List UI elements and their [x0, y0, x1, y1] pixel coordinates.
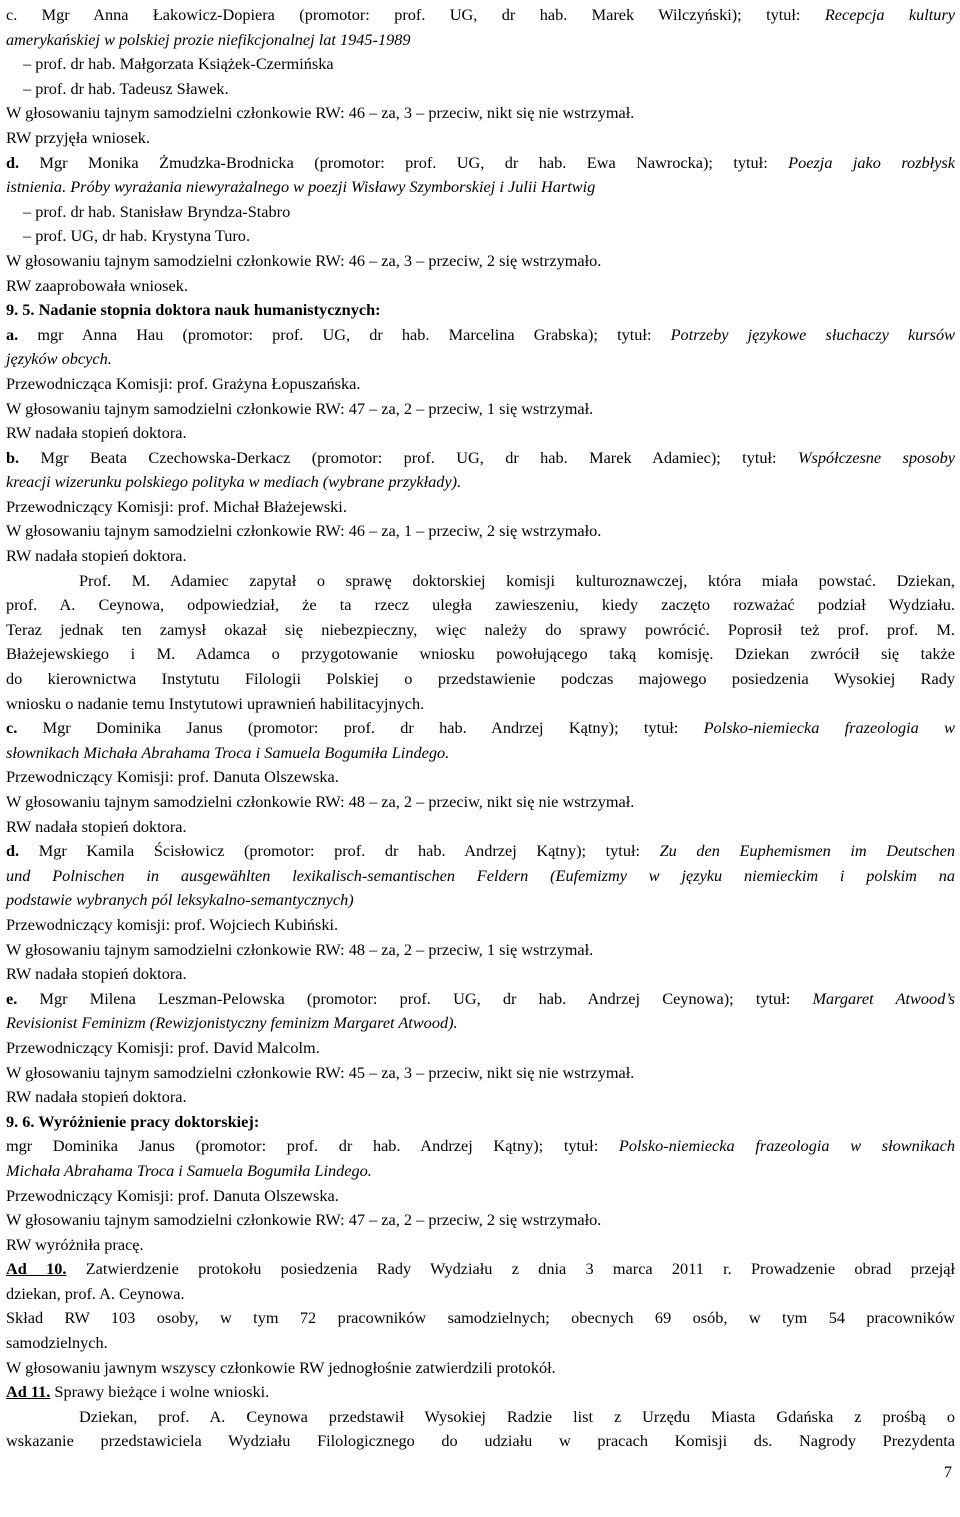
text-run: W głosowaniu tajnym samodzielni członkowie RW: 46 – za, 3 – przeciw, 2 się wstrzymało. [6, 250, 602, 270]
text-run: RW nadała stopień doktora. [6, 816, 187, 836]
text-run: RW przyjęła wniosek. [6, 127, 150, 147]
text-line [6, 1036, 955, 1061]
text-run: W głosowaniu tajnym samodzielni członkowie RW: 47 – za, 2 – przeciw, 1 się wstrzymał. [6, 398, 594, 418]
text-line [6, 347, 955, 372]
text-run: – prof. dr hab. Stanisław Bryndza-Stabro [23, 201, 291, 221]
text-run: dziekan, prof. A. Ceynowa. [6, 1283, 185, 1303]
text-run: 9. 5. Nadanie stopnia doktora nauk humanistycznych: [6, 300, 381, 320]
text-run: Błażejewskiego i M. Adamca o przygotowanie wniosku powołującego taką komisję. Dziekan zwrócił się także [6, 644, 955, 664]
text-line [6, 765, 955, 790]
text-run: Dziekan, prof. A. Ceynowa przedstawił Wysokiej Radzie list z Urzędu Miasta Gdańska z prośbą o [79, 1406, 955, 1426]
text-line [6, 1429, 955, 1454]
text-run: mgr Dominika Janus (promotor: prof. dr hab. Andrzej Kątny); tytuł: [6, 1136, 619, 1156]
text-line [6, 175, 955, 200]
text-run: Ad 10. [6, 1259, 67, 1279]
text-line [6, 938, 955, 963]
text-run: Przewodnicząca Komisji: prof. Grażyna Łopuszańska. [6, 373, 361, 393]
text-run: RW nadała stopień doktora. [6, 546, 187, 566]
text-run: W głosowaniu tajnym samodzielni członkowie RW: 48 – za, 2 – przeciw, 1 się wstrzymał. [6, 939, 594, 959]
text-line [6, 864, 955, 889]
text-run: podstawie wybranych pól leksykalno-semantycznych) [6, 890, 354, 910]
text-line [6, 274, 955, 299]
text-line [6, 1110, 955, 1135]
text-line [6, 839, 955, 864]
text-run: Mgr Kamila Ścisłowicz (promotor: prof. dr hab. Andrzej Kątny); tytuł: [19, 841, 660, 861]
text-line [6, 126, 955, 151]
text-line [6, 1282, 955, 1307]
text-run: a. [6, 324, 19, 344]
text-run: – prof. dr hab. Tadeusz Sławek. [23, 78, 229, 98]
text-line [6, 1134, 955, 1159]
text-line [6, 667, 955, 692]
text-run: istnienia. Próby wyrażania niewyrażalnego w poezji Wisławy Szymborskiej i Julii Hartwig [6, 177, 596, 197]
text-line [6, 962, 955, 987]
text-run: kreacji wizerunku polskiego polityka w mediach (wybrane przykłady). [6, 472, 462, 492]
text-line [6, 1306, 955, 1331]
text-line [6, 28, 955, 53]
text-run: słownikach Michała Abrahama Troca i Samuela Bogumiła Lindego. [6, 742, 450, 762]
text-run: W głosowaniu tajnym samodzielni członkowie RW: 47 – za, 2 – przeciw, 2 się wstrzymało. [6, 1210, 602, 1230]
text-run: b. [6, 447, 20, 467]
text-line [6, 888, 955, 913]
text-line [6, 1380, 955, 1405]
text-run: Poezja jako rozbłysk [788, 152, 955, 172]
text-run: W głosowaniu jawnym wszyscy członkowie RW jednogłośnie zatwierdzili protokół. [6, 1357, 556, 1377]
text-run: c. Mgr Anna Łakowicz-Dopiera (promotor: prof. UG, dr hab. Marek Wilczyński); tytuł: [6, 5, 825, 24]
text-line [6, 1331, 955, 1356]
text-line [6, 1233, 955, 1258]
text-run: Recepcja kultury [824, 5, 956, 24]
text-line [6, 716, 955, 741]
text-line [6, 618, 955, 643]
text-run: Revisionist Feminizm (Rewizjonistyczny feminizm Margaret Atwood). [6, 1013, 458, 1033]
text-run: RW nadała stopień doktora. [6, 1087, 187, 1107]
text-line [6, 372, 955, 397]
text-run: Zatwierdzenie protokołu posiedzenia Rady Wydziału z dnia 3 marca 2011 r. Prowadzenie obrad przejął [66, 1259, 955, 1279]
text-run: wskazanie przedstawiciela Wydziału Filologicznego do udziału w pracach Komisji ds. Nagrody Prezydenta [6, 1431, 955, 1451]
text-run: Ad 11. [6, 1382, 51, 1402]
text-run: Prof. M. Adamiec zapytał o sprawę doktorskiej komisji kulturoznawczej, która miała powstać. Dziekan, [79, 570, 955, 590]
text-line [6, 1208, 955, 1233]
text-run: W głosowaniu tajnym samodzielni członkowie RW: 46 – za, 1 – przeciw, 2 się wstrzymało. [6, 521, 602, 541]
text-line [6, 1184, 955, 1209]
text-run: – prof. dr hab. Małgorzata Książek-Czermińska [23, 54, 334, 74]
text-run: RW nadała stopień doktora. [6, 423, 187, 443]
text-line [6, 1061, 955, 1086]
text-line [6, 224, 955, 249]
text-run: Skład RW 103 osoby, w tym 72 pracowników samodzielnych; obecnych 69 osób, w tym 54 pracowników [6, 1308, 955, 1328]
text-line [6, 913, 955, 938]
text-line [6, 569, 955, 594]
text-line [6, 790, 955, 815]
text-line [6, 642, 955, 667]
text-run: d. [6, 841, 20, 861]
text-run: Mgr Monika Żmudzka-Brodnicka (promotor: prof. UG, dr hab. Ewa Nawrocka); tytuł: [19, 152, 789, 172]
text-line [6, 519, 955, 544]
text-run: Współczesne sposoby [797, 447, 955, 467]
page-number: 7 [943, 1462, 952, 1481]
text-line [6, 298, 955, 323]
document-body [6, 3, 955, 1454]
text-line [6, 200, 955, 225]
text-run: Sprawy bieżące i wolne wnioski. [50, 1382, 270, 1402]
text-line [6, 470, 955, 495]
text-line [6, 593, 955, 618]
text-run: Mgr Milena Leszman-Pelowska (promotor: prof. UG, dr hab. Andrzej Ceynowa); tytuł: [17, 988, 813, 1008]
text-run: – prof. UG, dr hab. Krystyna Turo. [23, 226, 251, 246]
text-run: Przewodniczący Komisji: prof. Danuta Olszewska. [6, 767, 339, 787]
text-line [6, 151, 955, 176]
text-run: Mgr Dominika Janus (promotor: prof. dr hab. Andrzej Kątny); tytuł: [17, 718, 704, 738]
text-run: Margaret Atwood’s [812, 988, 955, 1008]
text-run: und Polnischen in ausgewählten lexikalisch-semantischen Feldern (Eufemizmy w języku niemieckim i polskim na [6, 865, 955, 885]
text-run: W głosowaniu tajnym samodzielni członkowie RW: 48 – za, 2 – przeciw, nikt się nie wstrzymał. [6, 792, 635, 811]
text-run: do kierownictwa Instytutu Filologii Polskiej o przedstawienie podczas majowego posiedzenia Wysokiej Rady [6, 669, 955, 689]
text-line [6, 1085, 955, 1110]
text-line [6, 397, 955, 422]
text-line [6, 692, 955, 717]
text-run: amerykańskiej w polskiej prozie niefikcjonalnej lat 1945-1989 [6, 29, 411, 49]
text-run: Teraz jednak ten zamysł okazał się niebezpieczny, więc należy do sprawy powrócić. Poprosił też prof. prof. M. [6, 619, 955, 639]
text-run: Mgr Beata Czechowska-Derkacz (promotor: prof. UG, dr hab. Marek Adamiec); tytuł: [19, 447, 798, 467]
text-line [6, 495, 955, 520]
text-run: Przewodniczący komisji: prof. Wojciech Kubiński. [6, 914, 339, 934]
text-run: samodzielnych. [6, 1333, 108, 1353]
text-line [6, 1356, 955, 1381]
text-run: d. [6, 152, 20, 172]
text-line [6, 77, 955, 102]
text-line [6, 446, 955, 471]
text-line [6, 544, 955, 569]
text-run: języków obcych. [6, 349, 112, 369]
text-run: W głosowaniu tajnym samodzielni członkowie RW: 45 – za, 3 – przeciw, nikt się nie wstrzymał. [6, 1062, 635, 1082]
text-run: Potrzeby językowe słuchaczy kursów [670, 324, 955, 344]
text-run: Przewodniczący Komisji: prof. David Malcolm. [6, 1037, 320, 1057]
text-run: Polsko-niemiecka frazeologia w [703, 718, 955, 738]
text-line [6, 421, 955, 446]
text-line [6, 1011, 955, 1036]
text-run: Przewodniczący Komisji: prof. Michał Błażejewski. [6, 496, 347, 516]
text-run: W głosowaniu tajnym samodzielni członkowie RW: 46 – za, 3 – przeciw, nikt się nie wstrzymał. [6, 103, 635, 123]
text-line [6, 741, 955, 766]
text-line [6, 249, 955, 274]
text-run: RW zaaprobowała wniosek. [6, 275, 188, 295]
text-run: Polsko-niemiecka frazeologia w słownikach [618, 1136, 955, 1156]
text-line [6, 1405, 955, 1430]
text-run: RW wyróżniła pracę. [6, 1234, 144, 1254]
text-line [6, 815, 955, 840]
text-run: prof. A. Ceynowa, odpowiedział, że ta rzecz uległa zawieszeniu, kiedy zaczęto rozważać podział Wydziału. [6, 595, 955, 615]
text-run: c. [6, 718, 18, 738]
text-run: wniosku o nadanie temu Instytutowi uprawnień habilitacyjnych. [6, 693, 425, 713]
text-line [6, 101, 955, 126]
text-run: e. [6, 988, 18, 1008]
text-run: mgr Anna Hau (promotor: prof. UG, dr hab. Marcelina Grabska); tytuł: [18, 324, 671, 344]
text-run: Przewodniczący Komisji: prof. Danuta Olszewska. [6, 1185, 339, 1205]
text-line [6, 1159, 955, 1184]
text-run: RW nadała stopień doktora. [6, 964, 187, 984]
text-run: 9. 6. Wyróżnienie pracy doktorskiej: [6, 1111, 260, 1131]
text-line [6, 323, 955, 348]
text-line [6, 52, 955, 77]
text-run: Zu den Euphemismen im Deutschen [659, 841, 955, 861]
text-line [6, 1257, 955, 1282]
text-run: Michała Abrahama Troca i Samuela Bogumiła Lindego. [6, 1160, 372, 1180]
text-line [6, 987, 955, 1012]
text-line [6, 3, 955, 28]
